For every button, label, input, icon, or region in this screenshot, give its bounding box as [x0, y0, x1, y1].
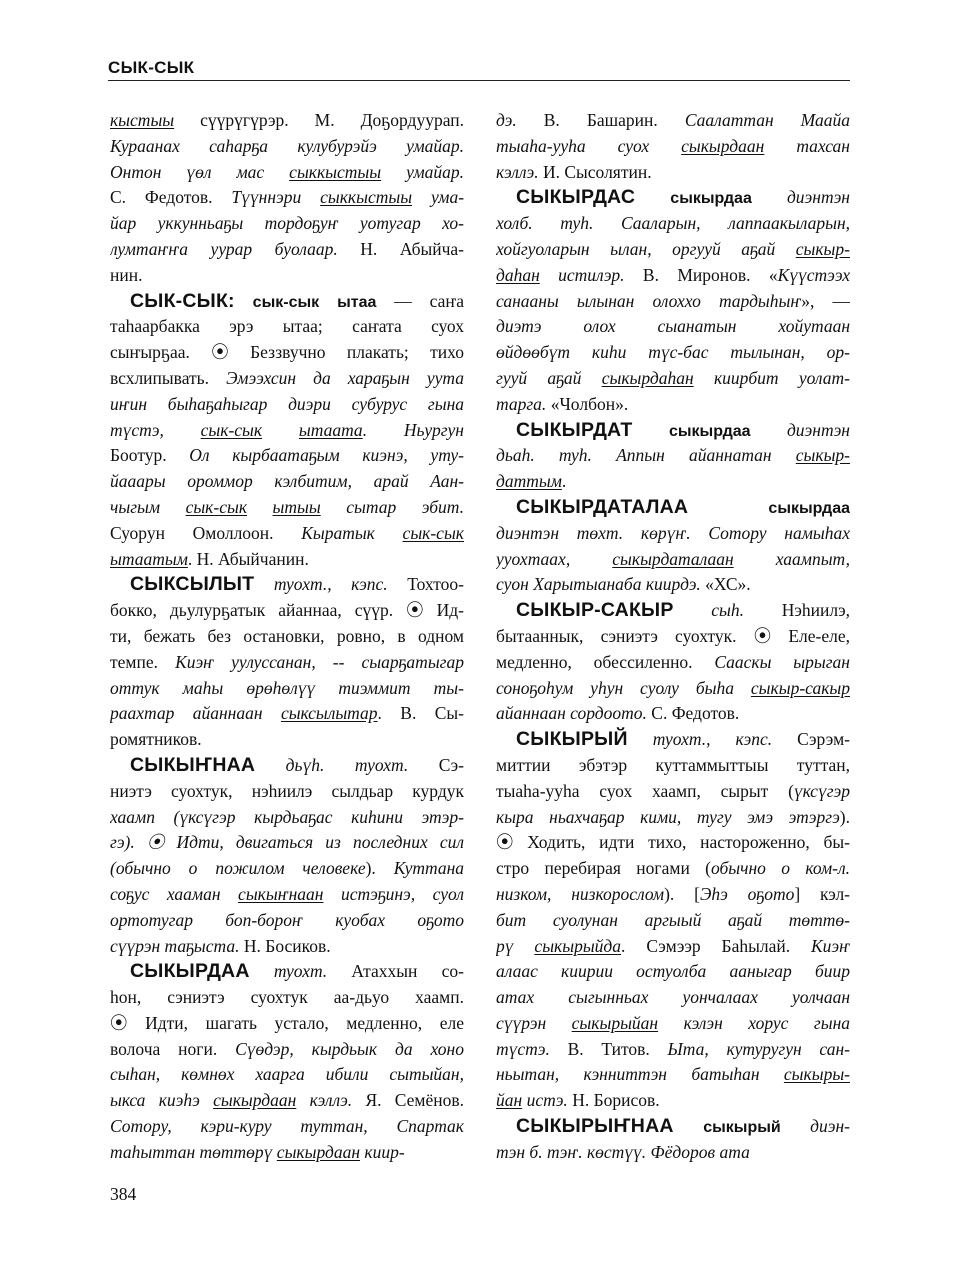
headword: СЫК-СЫК:: [130, 289, 235, 312]
text-segment: волоча ноги.: [110, 1038, 236, 1059]
text-line: [110, 263, 464, 289]
text-segment: ).: [839, 806, 850, 827]
text-segment: тыаһа-ууһа суох: [496, 135, 682, 156]
text-segment: ⦿ Идти, шагать устало, медленно, еле: [110, 1012, 464, 1033]
text-line: [496, 211, 850, 237]
text-line: [496, 495, 850, 521]
text-segment: Эмээхсин да хараҕын уута: [226, 367, 464, 388]
text-segment: С. Федотов.: [110, 187, 232, 208]
text-segment: үксүгэр: [793, 780, 850, 801]
text-segment: туохт., кэпс.: [254, 574, 388, 595]
text-segment: Ол кырбаатаҕым киэнэ, уту-: [189, 445, 464, 466]
text-segment: сык-сык ытаа: [234, 293, 377, 311]
text-line: [496, 263, 850, 289]
text-segment: сыкырдаа: [632, 422, 751, 440]
text-segment: түстэ,: [110, 419, 201, 440]
text-segment: диэнтэн: [751, 187, 850, 208]
text-line: [110, 392, 464, 418]
underlined-example: йан: [496, 1090, 523, 1111]
underlined-example: сыкыры-: [783, 1064, 850, 1085]
text-segment: ума-: [412, 187, 464, 208]
underlined-example: сыкыр-: [795, 445, 850, 466]
text-segment: тыаһа-ууһа суох хаамп, сырыт (: [496, 780, 794, 801]
text-segment: тарга.: [496, 393, 547, 414]
text-line: [110, 753, 464, 779]
underlined-example: даттым: [496, 471, 562, 492]
text-line: [496, 572, 850, 598]
text-line: [496, 1062, 850, 1088]
text-segment: диэнтэн: [750, 419, 850, 440]
text-segment: Киэҥ: [811, 935, 850, 956]
headword: СЫКЫРДАТ: [516, 418, 633, 441]
text-line: [110, 108, 464, 134]
text-segment: И. Сысолятин.: [538, 161, 652, 182]
text-segment: «Чолбон».: [546, 393, 629, 414]
text-line: [110, 1140, 464, 1166]
underlined-example: сык-сык: [200, 419, 263, 440]
text-segment: ыкса киэһэ: [110, 1090, 214, 1111]
text-line: [496, 830, 850, 856]
text-segment: [592, 445, 616, 465]
text-segment: бит суолунан аргыый аҕай төттө-: [496, 909, 850, 930]
text-segment: оттук маһы өрөһөлүү тиэммит ты-: [110, 677, 464, 698]
text-line: [110, 1011, 464, 1037]
text-segment: медленно, обессиленно.: [496, 651, 715, 672]
text-line: [110, 314, 464, 340]
text-segment: лумтаҥҥа уурар буолаар.: [110, 238, 338, 259]
text-line: [496, 727, 850, 753]
text-segment: гэ). ⦿ Идти, двигаться из последних сил: [110, 832, 464, 853]
text-segment: раахтар айаннаан: [110, 703, 281, 724]
text-line: [496, 779, 850, 805]
text-line: [496, 340, 850, 366]
text-segment: стро перебирая ногами (: [496, 858, 711, 879]
text-segment: ууохтаах,: [496, 548, 613, 569]
text-line: [496, 160, 850, 186]
text-line: [496, 934, 850, 960]
text-segment: Сэмээр Баһылай.: [625, 935, 812, 956]
text-segment: Куттана: [393, 858, 464, 879]
text-segment: Суорун Омоллоон.: [110, 522, 302, 543]
text-segment: Сэрэм-: [772, 729, 850, 750]
headword: СЫКЫҤНАА: [130, 753, 256, 776]
text-line: [496, 1037, 850, 1063]
text-line: [110, 521, 464, 547]
text-segment: соноҕоһум уһун суолу быһа: [496, 677, 751, 698]
text-segment: Онтон үөл мас: [110, 161, 290, 182]
text-segment: истилэр.: [539, 264, 625, 285]
text-segment: обычно о ком-л.: [710, 858, 850, 879]
headword: СЫКЫРДАА: [130, 960, 250, 983]
text-line: [110, 418, 464, 444]
text-line: [110, 650, 464, 676]
text-segment: миттии эбэтэр куттаммыттыы туттан,: [496, 754, 850, 775]
text-segment: диэнтэн төхт. көрүҥ.: [496, 522, 691, 543]
text-segment: атах сыгынньах уончалаах уолчаан: [496, 987, 850, 1008]
text-segment: истэ.: [522, 1090, 568, 1111]
text-segment: Аппын айаннатан: [616, 445, 796, 466]
text-line: [110, 934, 464, 960]
text-line: [110, 676, 464, 702]
text-line: [110, 547, 464, 573]
text-segment: ортотугар боп-бороҥ куобах оҕото: [110, 909, 464, 930]
text-line: [110, 237, 464, 263]
text-segment: һон, сэниэтэ суохтук аа-дьуо хаамп.: [110, 987, 464, 1008]
text-segment: «ХС».: [700, 574, 751, 595]
text-line: [496, 443, 850, 469]
text-line: [110, 908, 464, 934]
underlined-example: сыкырдаталаан: [612, 548, 734, 569]
text-segment: Күүстээх: [777, 264, 850, 285]
text-segment: сүүрэн: [496, 1012, 572, 1033]
text-line: [496, 1011, 850, 1037]
text-segment: сыһан, көмнөх хаарга ибили сытыйан,: [110, 1064, 464, 1085]
text-segment: сүүрүгүрэр.: [174, 110, 315, 130]
text-segment: Н. Борисов.: [567, 1090, 660, 1111]
text-segment: ). [: [664, 883, 700, 904]
text-segment: В. Башарин.: [516, 110, 685, 130]
text-line: [110, 779, 464, 805]
underlined-example: ытаатым: [110, 548, 188, 569]
text-segment: тэн б. тэҥ. көстүү.: [496, 1141, 647, 1162]
text-segment: сытар эбит.: [320, 496, 464, 517]
text-segment: сыһ.: [673, 600, 745, 621]
text-segment: бытааннык, сэниэтэ суохтук. ⦿ Еле-еле,: [496, 625, 850, 646]
text-line: [496, 1088, 850, 1114]
text-line: [496, 418, 850, 444]
text-segment: [262, 420, 299, 440]
text-line: [496, 134, 850, 160]
text-segment: киирбит уолат-: [693, 367, 850, 388]
text-line: [110, 211, 464, 237]
text-segment: дьүһ. туохт.: [255, 754, 409, 775]
text-line: [110, 1114, 464, 1140]
headword: СЫКЫР-САКЫР: [516, 599, 674, 622]
underlined-example: ытаата: [298, 419, 363, 440]
text-line: [110, 366, 464, 392]
text-segment: Киэҥ уулуссанан, -- сыарҕатыгар: [175, 651, 464, 672]
text-segment: [247, 497, 273, 517]
text-line: [110, 830, 464, 856]
text-segment: таһыттан төттөрү: [110, 1141, 277, 1162]
text-segment: Сотору, кэри-куру туттан, Спартак: [110, 1116, 464, 1137]
text-segment: Фёдоров ата: [650, 1141, 750, 1162]
text-segment: сыкырый: [673, 1119, 781, 1137]
text-line: [496, 959, 850, 985]
text-segment: нин.: [110, 264, 143, 285]
text-segment: йар уккунньаҕы тордоҕуҥ уотугар хо-: [110, 213, 464, 234]
text-line: [496, 882, 850, 908]
text-segment: [593, 213, 621, 233]
underlined-example: сыксылытар: [280, 703, 378, 724]
text-segment: . Ньургун: [362, 419, 464, 440]
text-line: [496, 676, 850, 702]
text-segment: сыкырдаа: [688, 499, 850, 517]
text-segment: туохт., кэпс.: [627, 729, 773, 750]
underlined-example: даһан: [496, 264, 540, 285]
text-segment: чыгым: [110, 496, 186, 517]
text-segment: хаампыт,: [733, 548, 850, 569]
underlined-example: сыкырдаан: [213, 1090, 297, 1111]
text-segment: түстэ.: [496, 1038, 550, 1059]
text-segment: Нэһиилэ,: [744, 600, 850, 621]
underlined-example: сыкырдаһан: [601, 367, 694, 388]
underlined-example: ытыы: [272, 496, 321, 517]
text-segment: Кыратык: [301, 522, 403, 543]
text-line: [496, 856, 850, 882]
text-segment: туохт.: [249, 961, 328, 982]
text-segment: всхлипывать.: [110, 367, 227, 388]
text-segment: Кураанах саһарҕа кулубурэйэ умайар.: [110, 135, 464, 156]
headword: СЫКЫРЫЙ: [516, 728, 628, 751]
underlined-example: кыстыы: [110, 110, 175, 130]
headword: СЫКСЫЛЫТ: [130, 573, 255, 596]
text-segment: санааны ылынан олоххо тардыһыҥ: [496, 290, 802, 311]
header-rule: [108, 80, 850, 81]
text-segment: айаннаан сордоото.: [496, 703, 647, 724]
text-line: [496, 598, 850, 624]
text-segment: сыкырдаа: [635, 190, 752, 208]
text-line: [110, 469, 464, 495]
text-line: [110, 959, 464, 985]
text-line: [496, 650, 850, 676]
text-segment: Атаххын со-: [327, 961, 464, 982]
text-line: [496, 624, 850, 650]
text-segment: хойгуоларын ылан, оргууй аҕай: [496, 238, 796, 259]
underlined-example: сыкырдаан: [681, 135, 765, 156]
text-line: [496, 108, 850, 134]
text-segment: Н. Босиков.: [239, 935, 331, 956]
text-segment: хаамп (: [110, 806, 180, 827]
text-segment: Түүннэри: [231, 187, 321, 208]
text-segment: умайар.: [381, 161, 464, 182]
page-number: 384: [110, 1184, 137, 1204]
headword: СЫКЫРДАС: [516, 186, 636, 209]
text-segment: Сотору намыһах: [708, 522, 850, 543]
text-segment: Боотур.: [110, 445, 190, 466]
text-segment: кэллэ.: [296, 1090, 353, 1111]
text-segment: кыра ньахчаҕар кими, тугу эмэ этэргэ: [496, 806, 840, 827]
text-segment: диэтэ олох сыанатын хойутаан: [496, 316, 850, 337]
text-segment: темпе.: [110, 651, 176, 672]
text-segment: Сэ-: [408, 754, 464, 775]
underlined-example: сыкырдаан: [276, 1141, 361, 1162]
text-segment: Я. Семёнов.: [352, 1090, 464, 1111]
underlined-example: сыкырыйда: [534, 935, 622, 956]
text-segment: ньытан, кэнниттэн батыһан: [496, 1064, 784, 1085]
text-segment: киир-: [360, 1141, 405, 1162]
text-line: [110, 160, 464, 186]
text-line: [496, 289, 850, 315]
text-segment: ти, бежать без остановки, ровно, в одном: [110, 625, 464, 646]
text-line: [496, 314, 850, 340]
text-segment: [691, 523, 709, 543]
text-segment: М. Доҕордуурап.: [314, 110, 464, 130]
text-segment: — саҥа: [376, 290, 464, 311]
text-line: [496, 701, 850, 727]
text-line: [496, 908, 850, 934]
text-line: [496, 185, 850, 211]
text-segment: Эһэ оҕото: [699, 883, 795, 904]
text-segment: ниэтэ суохтук, нэһиилэ сылдьар курдук: [110, 780, 464, 801]
underlined-example: сыкыр-сакыр: [750, 677, 850, 698]
text-line: [496, 1114, 850, 1140]
text-segment: Саалаттан Маайа: [684, 110, 850, 130]
text-segment: Сааларын, лаппаакыларын,: [620, 213, 850, 234]
text-segment: сыҥырҕаа. ⦿ Беззвучно плакать; тихо: [110, 342, 464, 363]
text-segment: соҕус хааман: [110, 883, 239, 904]
text-segment: . Н. Абыйчанин.: [187, 548, 309, 569]
text-segment: Ыта, кутуругун сан-: [667, 1038, 850, 1059]
left-column: [110, 108, 464, 1166]
text-line: [110, 598, 464, 624]
text-line: [496, 547, 850, 573]
text-segment: кэллэ.: [496, 161, 539, 182]
text-segment: алаас киирии остуолба ааныгар биир: [496, 961, 850, 982]
text-line: [110, 727, 464, 753]
text-line: [110, 882, 464, 908]
text-line: [110, 1037, 464, 1063]
text-line: [110, 572, 464, 598]
text-line: [496, 753, 850, 779]
text-line: [110, 340, 464, 366]
text-segment: Сүөдэр, кырдьык да хоно: [235, 1038, 464, 1059]
text-line: [496, 237, 850, 263]
text-segment: иҥин быһаҕаһыгар диэри субурус гына: [110, 393, 464, 414]
text-line: [110, 443, 464, 469]
underlined-example: сыккыстыы: [289, 161, 382, 182]
text-line: [496, 366, 850, 392]
text-segment: .: [561, 471, 567, 492]
right-column: [496, 108, 850, 1166]
text-segment: рү: [496, 935, 535, 956]
underlined-example: сык-сык: [402, 522, 464, 543]
text-segment: Тохтоо-: [387, 574, 464, 595]
text-line: [496, 392, 850, 418]
text-segment: Сааскы ырыган: [714, 651, 850, 672]
text-segment: холб. туһ.: [496, 213, 594, 234]
text-segment: бокко, дьулурҕатык айаннаа, сүүр. ⦿ Ид-: [110, 600, 464, 621]
running-head: СЫК-СЫК: [108, 58, 195, 77]
underlined-example: сыкыр-: [795, 238, 850, 259]
text-line: [110, 701, 464, 727]
text-line: [496, 521, 850, 547]
text-segment: истэҕинэ, суол: [323, 883, 464, 904]
text-segment: низком, низкорослом: [496, 883, 665, 904]
text-segment: диэн-: [780, 1116, 850, 1137]
text-segment: (: [110, 858, 116, 879]
text-line: [496, 469, 850, 495]
text-segment: кэлэн хорус гына: [658, 1012, 850, 1033]
text-segment: В. Миронов. «: [624, 264, 778, 285]
text-segment: В. Титов.: [549, 1038, 668, 1059]
text-line: [496, 805, 850, 831]
text-segment: дьаһ. туһ.: [496, 445, 592, 466]
text-segment: ромятников.: [110, 729, 202, 750]
text-segment: сүүрэн таҕыста.: [110, 935, 240, 956]
underlined-example: сык-сык: [185, 496, 248, 517]
text-line: [496, 985, 850, 1011]
underlined-example: сыкыҥнаан: [238, 883, 324, 904]
text-segment: », —: [801, 290, 850, 311]
text-segment: Н. Абыйча-: [337, 238, 464, 259]
text-segment: гууй аҕай: [496, 367, 602, 388]
text-segment: . В. Сы-: [377, 703, 464, 724]
text-segment: дэ.: [496, 110, 517, 130]
text-line: [110, 805, 464, 831]
text-line: [110, 1062, 464, 1088]
text-line: [110, 1088, 464, 1114]
text-line: [110, 856, 464, 882]
text-line: [110, 495, 464, 521]
text-line: [110, 624, 464, 650]
underlined-example: сыккыстыы: [320, 187, 413, 208]
text-segment: ⦿ Ходить, идти тихо, настороженно, бы-: [496, 832, 850, 853]
text-segment: суон Харытыанаба киирдэ.: [496, 574, 701, 595]
text-segment: тахсан: [764, 135, 850, 156]
text-line: [110, 134, 464, 160]
headword: СЫКЫРЫҤНАА: [516, 1115, 674, 1138]
headword: СЫКЫРДАТАЛАА: [516, 495, 689, 518]
text-segment: обычно о пожилом человеке: [115, 858, 366, 879]
text-line: [110, 289, 464, 315]
text-line: [110, 985, 464, 1011]
text-segment: ] кэл-: [794, 883, 850, 904]
text-segment: С. Федотов.: [646, 703, 740, 724]
text-segment: үксүгэр кырдьаҕас киһини этэр-: [179, 806, 464, 827]
text-line: [496, 1140, 850, 1166]
text-segment: .: [621, 935, 626, 956]
underlined-example: сыкырыйан: [571, 1012, 659, 1033]
text-segment: өйдөөбүт киһи түс-бас тылынан, ор-: [496, 342, 850, 363]
text-segment: таһаарбакка эрэ ытаа; саҥата суох: [110, 316, 464, 337]
text-segment: йааары ороммор кэлбитим, арай Аан-: [110, 471, 464, 492]
text-line: [110, 185, 464, 211]
text-segment: ).: [365, 858, 394, 879]
